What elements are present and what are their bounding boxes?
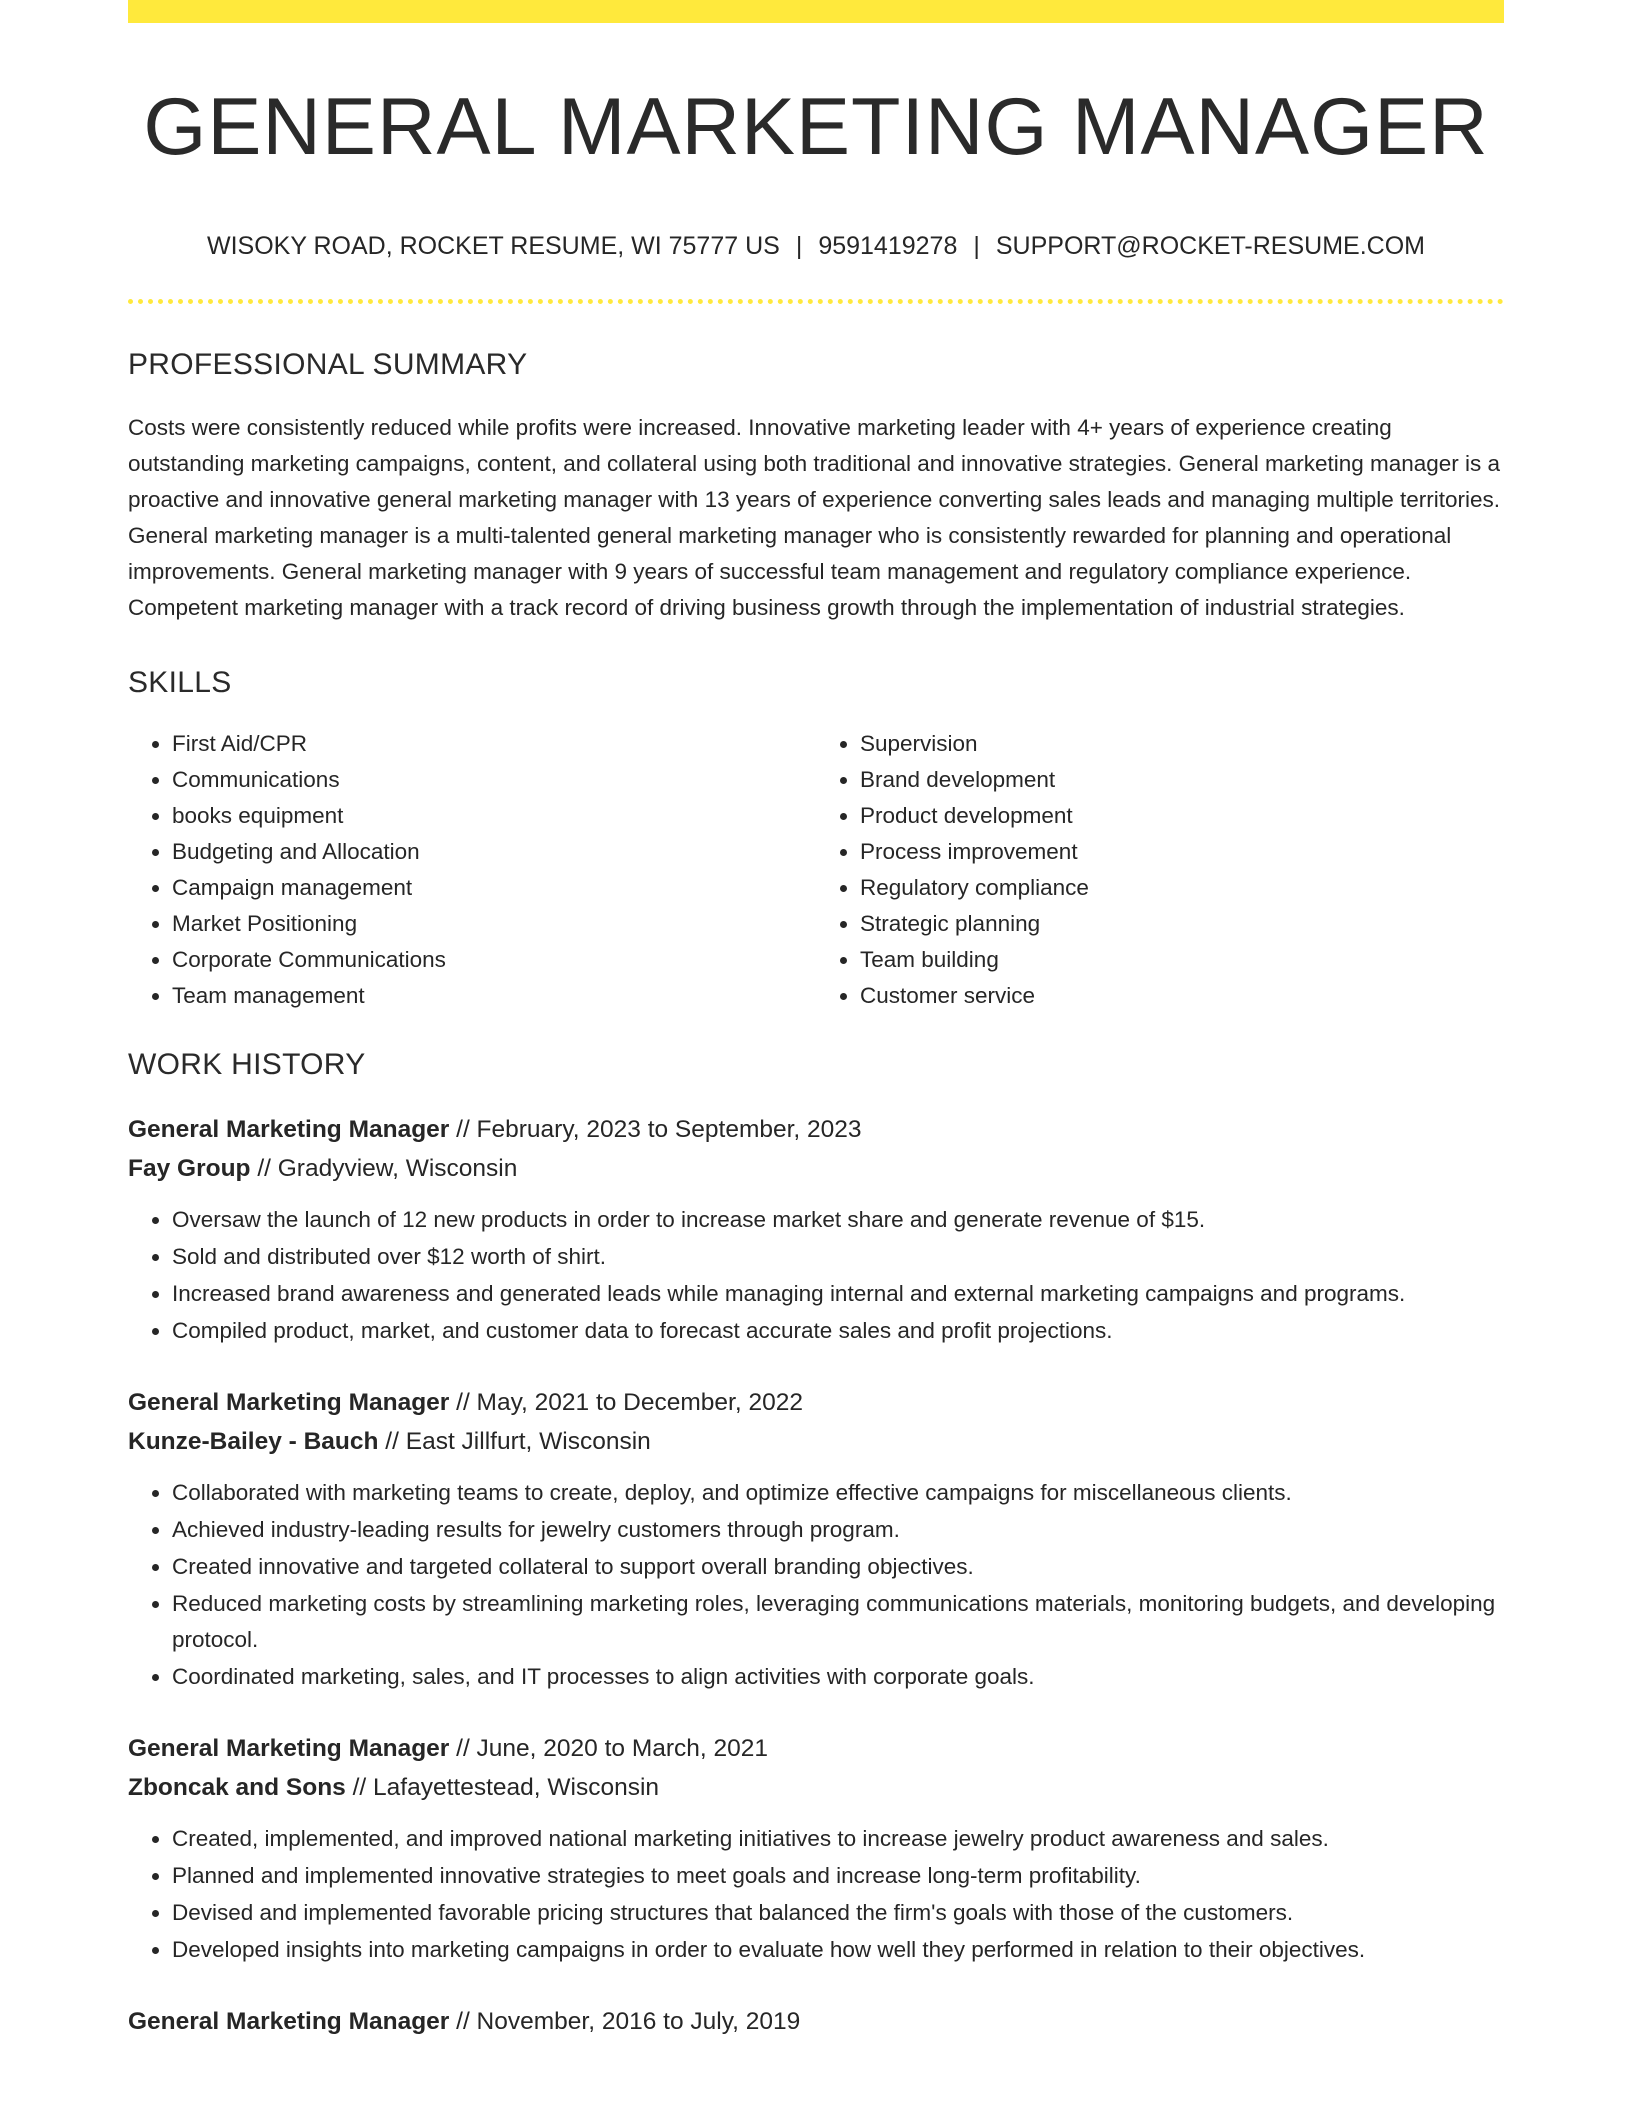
contact-address: WISOKY ROAD, ROCKET RESUME, WI 75777 US (206, 232, 780, 261)
skills-column-right (816, 726, 1504, 1014)
contact-separator: | (973, 232, 980, 261)
job-location: // Gradyview, Wisconsin (250, 1155, 518, 1183)
job-bullet: • Sold and distributed over $12 worth of shirt. (172, 1239, 1504, 1275)
job-entry (128, 1729, 1504, 1968)
job-bullet: • Developed insights into marketing campaigns in order to evaluate how well they performed in relation to their objectives. (172, 1932, 1504, 1968)
job-bullet: • Increased brand awareness and generated leads while managing internal and external marketing campaigns and programs. (172, 1276, 1504, 1312)
skills-column-left (128, 726, 816, 1014)
job-title-line (128, 2002, 1504, 2041)
skill-item: • Team building (860, 942, 1504, 978)
job-title: General Marketing Manager (128, 1389, 450, 1417)
job-title-line (128, 1729, 1504, 1768)
job-bullet: • Planned and implemented innovative strategies to meet goals and increase long-term profitability. (172, 1858, 1504, 1894)
skill-item: • Budgeting and Allocation (172, 834, 816, 870)
skill-item: • Team management (172, 978, 816, 1014)
skill-item: • Market Positioning (172, 906, 816, 942)
job-entry (128, 1110, 1504, 1349)
job-bullet-list (128, 1202, 1504, 1349)
skill-item: • Product development (860, 798, 1504, 834)
skills-section (128, 666, 1504, 1014)
job-location: // East Jillfurt, Wisconsin (378, 1428, 651, 1456)
skill-item: • Regulatory compliance (860, 870, 1504, 906)
job-title-line (128, 1110, 1504, 1149)
contact-phone: 9591419278 (818, 232, 958, 261)
work-history-section (128, 1048, 1504, 2041)
job-bullet: • Collaborated with marketing teams to create, deploy, and optimize effective campaigns for miscellaneous clients. (172, 1475, 1504, 1511)
job-dates: // June, 2020 to March, 2021 (449, 1735, 769, 1763)
skill-item: • Customer service (860, 978, 1504, 1014)
job-bullet: • Reduced marketing costs by streamlining marketing roles, leveraging communications materials, monitoring budgets, and developing protocol. (172, 1586, 1504, 1658)
job-title: General Marketing Manager (128, 1116, 450, 1144)
job-company-line (128, 1768, 1504, 1807)
summary-heading: PROFESSIONAL SUMMARY (128, 348, 528, 382)
header-divider (128, 299, 1504, 304)
job-company: Kunze-Bailey - Bauch (128, 1428, 379, 1456)
job-company: Zboncak and Sons (128, 1774, 346, 1802)
job-company-line (128, 1422, 1504, 1461)
job-bullet: • Achieved industry-leading results for jewelry customers through program. (172, 1512, 1504, 1548)
resume-page (128, 0, 1504, 2041)
job-dates: // May, 2021 to December, 2022 (449, 1389, 803, 1417)
page-title: GENERAL MARKETING MANAGER (143, 82, 1489, 172)
work-history-heading: WORK HISTORY (128, 1048, 366, 1082)
job-list (128, 1110, 1504, 2041)
skill-item: • books equipment (172, 798, 816, 834)
job-bullet-list (128, 1821, 1504, 1968)
summary-text: Costs were consistently reduced while profits were increased. Innovative marketing leader with 4+ years of experience creating outstanding marketing campaigns, content, and collateral using both traditional and innovative strategies. General marketing manager is a proactive and innovative general marketing manager with 13 years of experience converting sales leads and managing multiple territories. General marketing manager is a multi-talented general marketing manager who is consistently rewarded for planning and operational improvements. General marketing manager with 9 years of successful team management and regulatory compliance experience. Competent marketing manager with a track record of driving business growth through the implementation of industrial strategies. (128, 415, 1501, 621)
job-title-line (128, 1383, 1504, 1422)
job-entry (128, 2002, 1504, 2041)
job-bullet: • Coordinated marketing, sales, and IT processes to align activities with corporate goals. (172, 1659, 1504, 1695)
job-title: General Marketing Manager (128, 2008, 450, 2036)
skills-heading: SKILLS (128, 666, 232, 700)
job-bullet-list (128, 1475, 1504, 1695)
job-location: // Lafayettestead, Wisconsin (345, 1774, 660, 1802)
job-bullet: • Devised and implemented favorable pricing structures that balanced the firm's goals with those of the customers. (172, 1895, 1504, 1931)
summary-section (128, 348, 1504, 626)
job-bullet: • Created, implemented, and improved national marketing initiatives to increase jewelry product awareness and sales. (172, 1821, 1504, 1857)
skill-item: • Strategic planning (860, 906, 1504, 942)
skill-item: • Communications (172, 762, 816, 798)
contact-separator: | (795, 232, 803, 261)
contact-email: SUPPORT@ROCKET-RESUME.COM (995, 232, 1425, 261)
job-title: General Marketing Manager (128, 1735, 450, 1763)
skill-item: • Corporate Communications (172, 942, 816, 978)
contact-line (128, 232, 1504, 261)
skill-item: • Supervision (860, 726, 1504, 762)
skill-item: • First Aid/CPR (172, 726, 816, 762)
job-company-line (128, 1149, 1504, 1188)
skill-item: • Process improvement (860, 834, 1504, 870)
job-company: Fay Group (128, 1155, 251, 1183)
skill-item: • Brand development (860, 762, 1504, 798)
job-dates: // February, 2023 to September, 2023 (449, 1116, 862, 1144)
skill-item: • Campaign management (172, 870, 816, 906)
skills-grid (128, 726, 1504, 1014)
job-bullet: • Compiled product, market, and customer data to forecast accurate sales and profit projections. (172, 1313, 1504, 1349)
job-bullet: • Oversaw the launch of 12 new products in order to increase market share and generate revenue of $15. (172, 1202, 1504, 1238)
job-bullet: • Created innovative and targeted collateral to support overall branding objectives. (172, 1549, 1504, 1585)
job-dates: // November, 2016 to July, 2019 (449, 2008, 801, 2036)
job-entry (128, 1383, 1504, 1695)
top-accent-bar (128, 0, 1504, 23)
